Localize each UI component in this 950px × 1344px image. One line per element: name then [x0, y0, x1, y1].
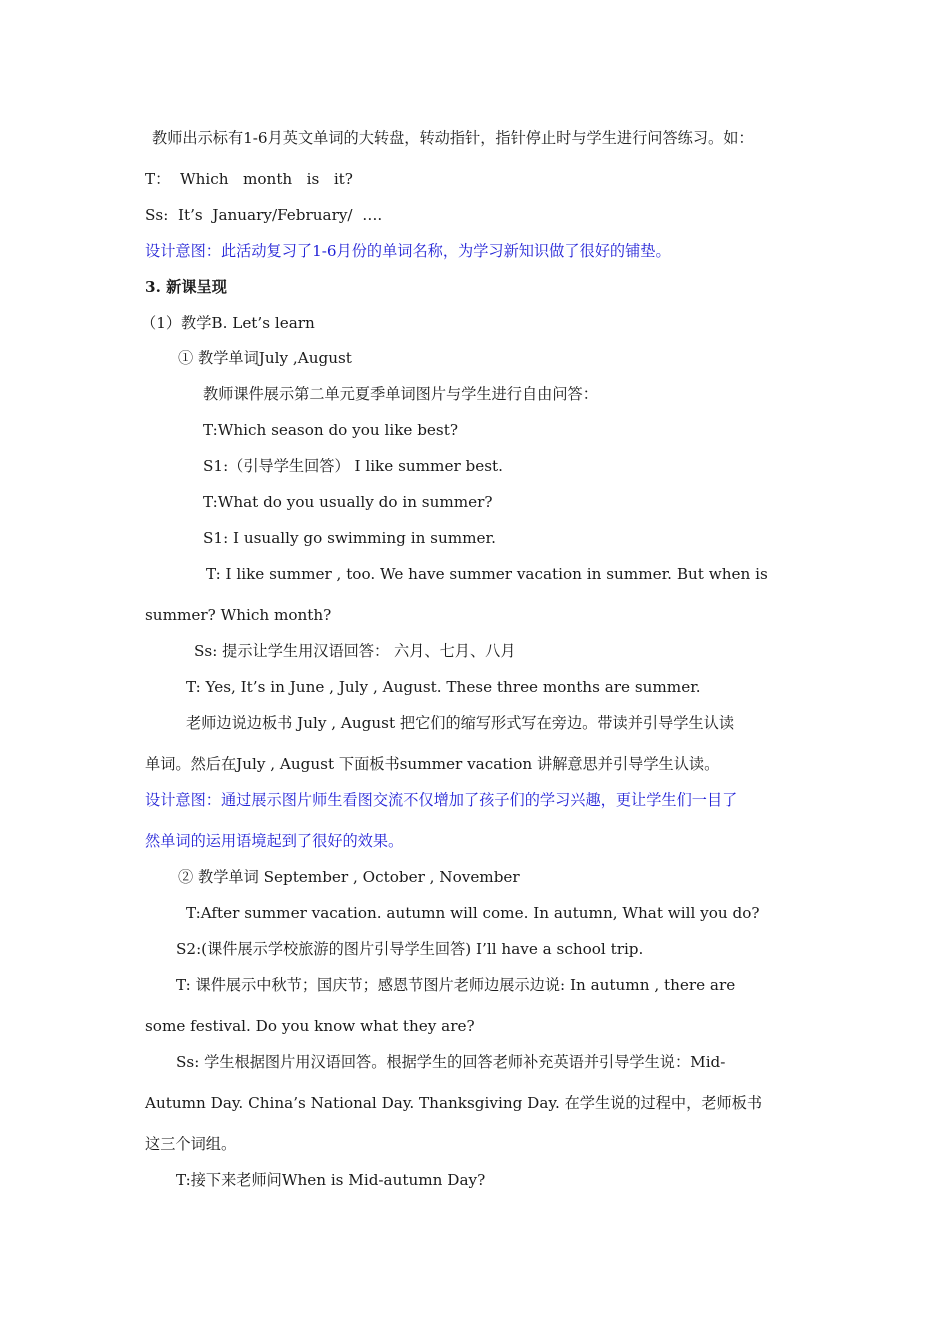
dialogue-line-teacher: T:Which season do you like best?: [203, 421, 458, 439]
dialogue-line-teacher: T: I like summer , too. We have summer vacation in summer. But when is: [206, 565, 768, 583]
dialogue-line-teacher: T:接下来老师问When is Mid-autumn Day?: [176, 1171, 486, 1189]
section-heading: 3. 新课呈现: [145, 278, 227, 296]
design-intent-note: 设计意图：此活动复习了1-6月份的单词名称，为学习新知识做了很好的铺垫。: [145, 242, 671, 260]
paragraph: 教师课件展示第二单元夏季单词图片与学生进行自由问答：: [203, 385, 598, 403]
step-heading: ② 教学单词 September , October , November: [178, 868, 520, 886]
dialogue-line-teacher: T:What do you usually do in summer?: [203, 493, 493, 511]
dialogue-line-student: S1:（引导学生回答） I like summer best.: [203, 457, 503, 475]
dialogue-line-student: S1: I usually go swimming in summer.: [203, 529, 496, 547]
dialogue-line-student: S2:(课件展示学校旅游的图片引导学生回答) I’ll have a school trip.: [176, 940, 644, 958]
dialogue-line-teacher: T: Yes, It’s in June , July , August. These three months are summer.: [186, 678, 701, 696]
dialogue-line-continued: summer? Which month?: [145, 606, 332, 624]
design-intent-note: 设计意图：通过展示图片师生看图交流不仅增加了孩子们的学习兴趣，更让学生们一目了: [145, 791, 738, 809]
paragraph-continued: Autumn Day. China’s National Day. Thanksgiving Day. 在学生说的过程中，老师板书: [145, 1094, 763, 1112]
dialogue-line-students: Ss: 学生根据图片用汉语回答。根据学生的回答老师补充英语并引导学生说：Mid-: [176, 1053, 726, 1071]
dialogue-line-teacher: T： Which month is it?: [145, 170, 353, 188]
paragraph-turntable-activity: 教师出示标有1-6月英文单词的大转盘，转动指针，指针停止时与学生进行问答练习。如：: [152, 129, 754, 147]
dialogue-line-teacher: T:After summer vacation. autumn will come. In autumn, What will you do?: [186, 904, 760, 922]
dialogue-line-students: Ss: It’s January/February/ ….: [145, 206, 383, 224]
step-heading: ① 教学单词July ,August: [178, 349, 352, 367]
paragraph-continued: 这三个词组。: [145, 1135, 237, 1153]
dialogue-line-continued: some festival. Do you know what they are?: [145, 1017, 475, 1035]
dialogue-line-students: Ss: 提示让学生用汉语回答： 六月、七月、八月: [194, 642, 516, 660]
paragraph: 老师边说边板书 July , August 把它们的缩写形式写在旁边。带读并引导学生认读: [186, 714, 735, 732]
paragraph-continued: 单词。然后在July , August 下面板书summer vacation 讲解意思并引导学生认读。: [145, 755, 720, 773]
dialogue-line-teacher: T: 课件展示中秋节；国庆节；感恩节图片老师边展示边说: In autumn , there are: [176, 976, 736, 994]
design-intent-note-continued: 然单词的运用语境起到了很好的效果。: [145, 832, 404, 850]
subsection-heading: （1）教学B. Let’s learn: [141, 314, 315, 332]
